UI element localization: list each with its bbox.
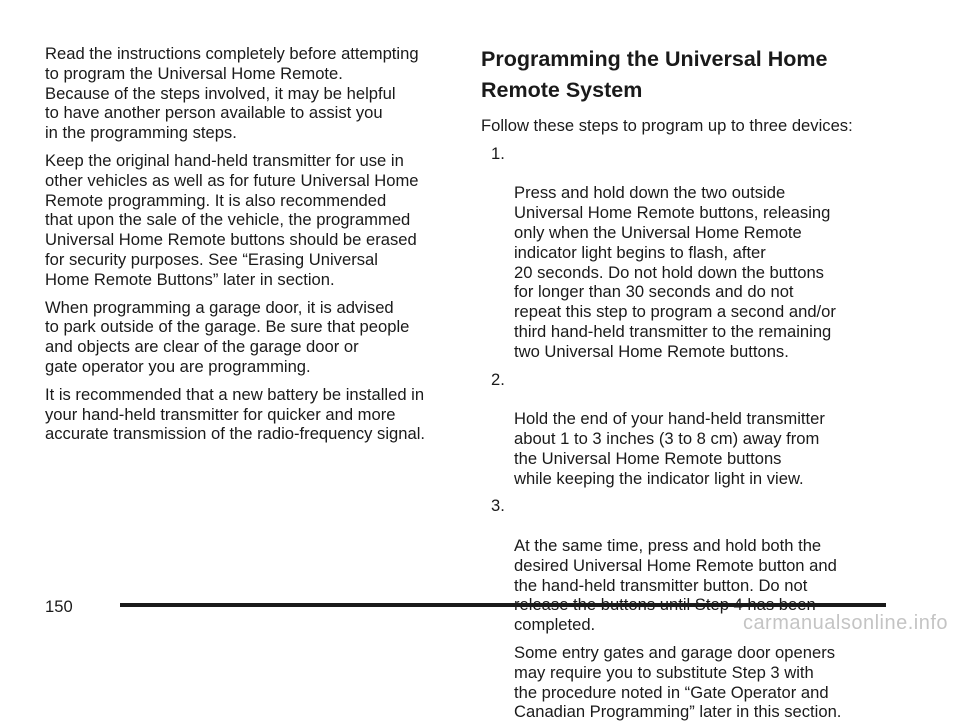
paragraph-read-instructions: Read the instructions completely before attempting to program the Universal Home Remote. Because of the steps involved, it may be helpful to have another person available to assist you in the programming steps. <box>45 44 419 143</box>
step-text: At the same time, press and hold both the desired Universal Home Remote button and the hand-held transmitter button. Do not completed. <box>514 535 837 635</box>
step-number: 2. <box>491 369 505 389</box>
step-text: Press and hold down the two outside Universal Home Remote buttons, releasing only when the Universal Home Remote indicator light begins to flash, after 20 seconds. Do not hold down the buttons for longer than 30 seconds and do not repeat this step to program a second and/or third hand-held transmitter to the remaining two Universal Home Remote buttons. <box>514 183 836 361</box>
step-number: 3. <box>491 496 505 516</box>
page-number: 150 <box>45 597 73 616</box>
step-number: 1. <box>491 143 505 163</box>
steps-intro: Follow these steps to program up to three devices: <box>481 116 853 135</box>
footer-divider <box>120 603 886 607</box>
watermark: carmanualsonline.info <box>742 612 948 634</box>
paragraph-battery-recommendation: It is recommended that a new battery be installed in your hand-held transmitter for quicker and more accurate transmission of the radio-frequency signal. <box>45 384 426 444</box>
step-text: Hold the end of your hand-held transmitter about 1 to 3 inches (3 to 8 cm) away from the Universal Home Remote buttons while keeping the indicator light in view. <box>514 409 825 488</box>
steps-list <box>481 144 921 635</box>
step-item <box>481 144 921 362</box>
paragraph-garage-door-advice: When programming a garage door, it is advised to park outside of the garage. Be sure that people and objects are clear of the garage door or gate operator you are programming. <box>45 297 410 376</box>
paragraph-keep-transmitter: Keep the original hand-held transmitter for use in other vehicles as well as for future Universal Home Remote programming. It is also recommended that upon the sale of the vehicle, the programmed Universal Home Remote buttons should be erased for security purposes. See “Erasing Universal Home Remote Buttons” later in section. <box>45 150 419 289</box>
step-item <box>481 370 921 489</box>
left-column <box>45 44 455 452</box>
section-heading: Programming the Universal Home Remote System <box>481 47 828 102</box>
step-note: Some entry gates and garage door openers may require you to substitute Step 3 with the procedure noted in “Gate Operator and Canadian Programming” later in this section. <box>514 642 842 722</box>
